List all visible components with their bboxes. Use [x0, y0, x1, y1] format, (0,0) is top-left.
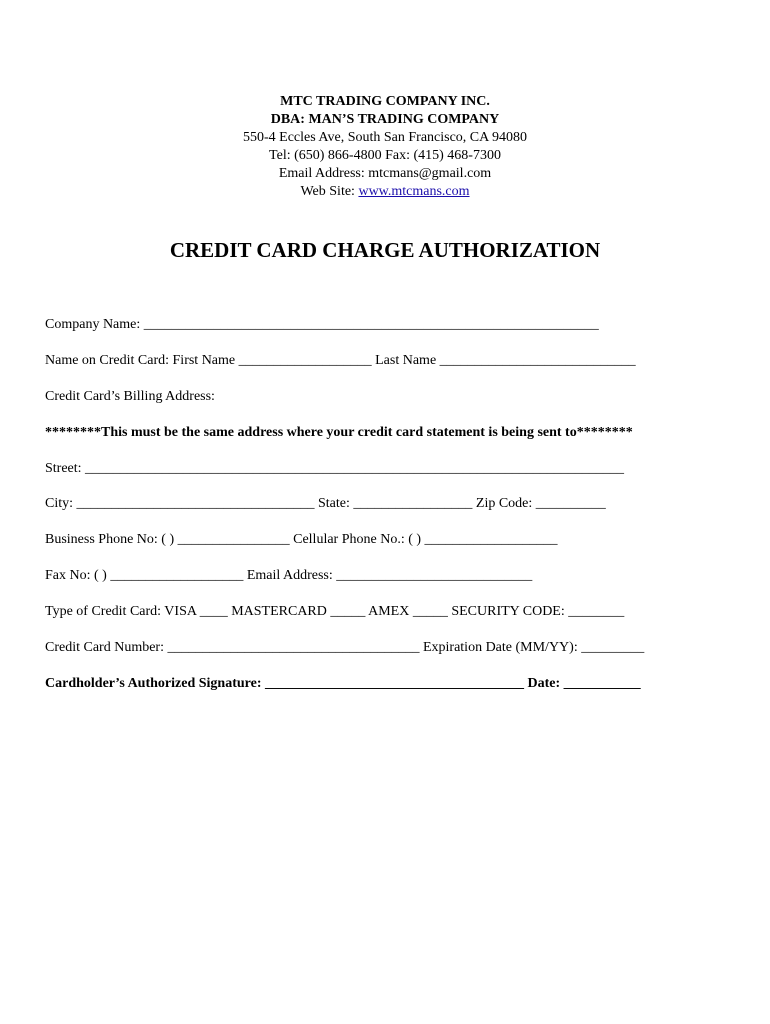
company-phone-fax: Tel: (650) 866-4800 Fax: (415) 468-7300 [269, 148, 501, 163]
card-type-field: Type of Credit Card: VISA ____ MASTERCARD _____ AMEX _____ SECURITY CODE: ________ [45, 604, 625, 619]
cardholder-name-field: Name on Credit Card: First Name ___________________ Last Name ____________________________ [45, 353, 636, 368]
website-label: Web Site: [300, 184, 359, 199]
company-website [0, 183, 770, 201]
company-address: 550-4 Eccles Ave, South San Francisco, CA 94080 [243, 130, 527, 145]
city-state-zip-field: City: __________________________________ State: _________________ Zip Code: __________ [45, 496, 606, 511]
phone-fields: Business Phone No: ( ) ________________ Cellular Phone No.: ( ) ___________________ [45, 532, 558, 547]
website-link[interactable]: www.mtcmans.com [358, 184, 470, 199]
billing-address-label: Credit Card’s Billing Address: [45, 389, 215, 404]
company-email: Email Address: mtcmans@gmail.com [278, 166, 492, 181]
signature-date-field: Cardholder’s Authorized Signature: _____________________________________ Date: ___________ [45, 676, 641, 691]
card-number-expiration-field: Credit Card Number: ____________________________________ Expiration Date (MM/YY): _________ [45, 640, 645, 655]
street-field: Street: _____________________________________________________________________________ [45, 461, 625, 476]
company-name: MTC TRADING COMPANY INC. [280, 94, 490, 109]
form-title: CREDIT CARD CHARGE AUTHORIZATION [169, 238, 601, 262]
fax-email-fields: Fax No: ( ) ___________________ Email Address: ____________________________ [45, 568, 533, 583]
company-name-field: Company Name: _________________________________________________________________ [45, 317, 599, 332]
company-dba: DBA: MAN’S TRADING COMPANY [270, 112, 500, 127]
company-header [0, 93, 770, 201]
billing-address-notice: ********This must be the same address where your credit card statement is being sent to******** [45, 425, 633, 440]
